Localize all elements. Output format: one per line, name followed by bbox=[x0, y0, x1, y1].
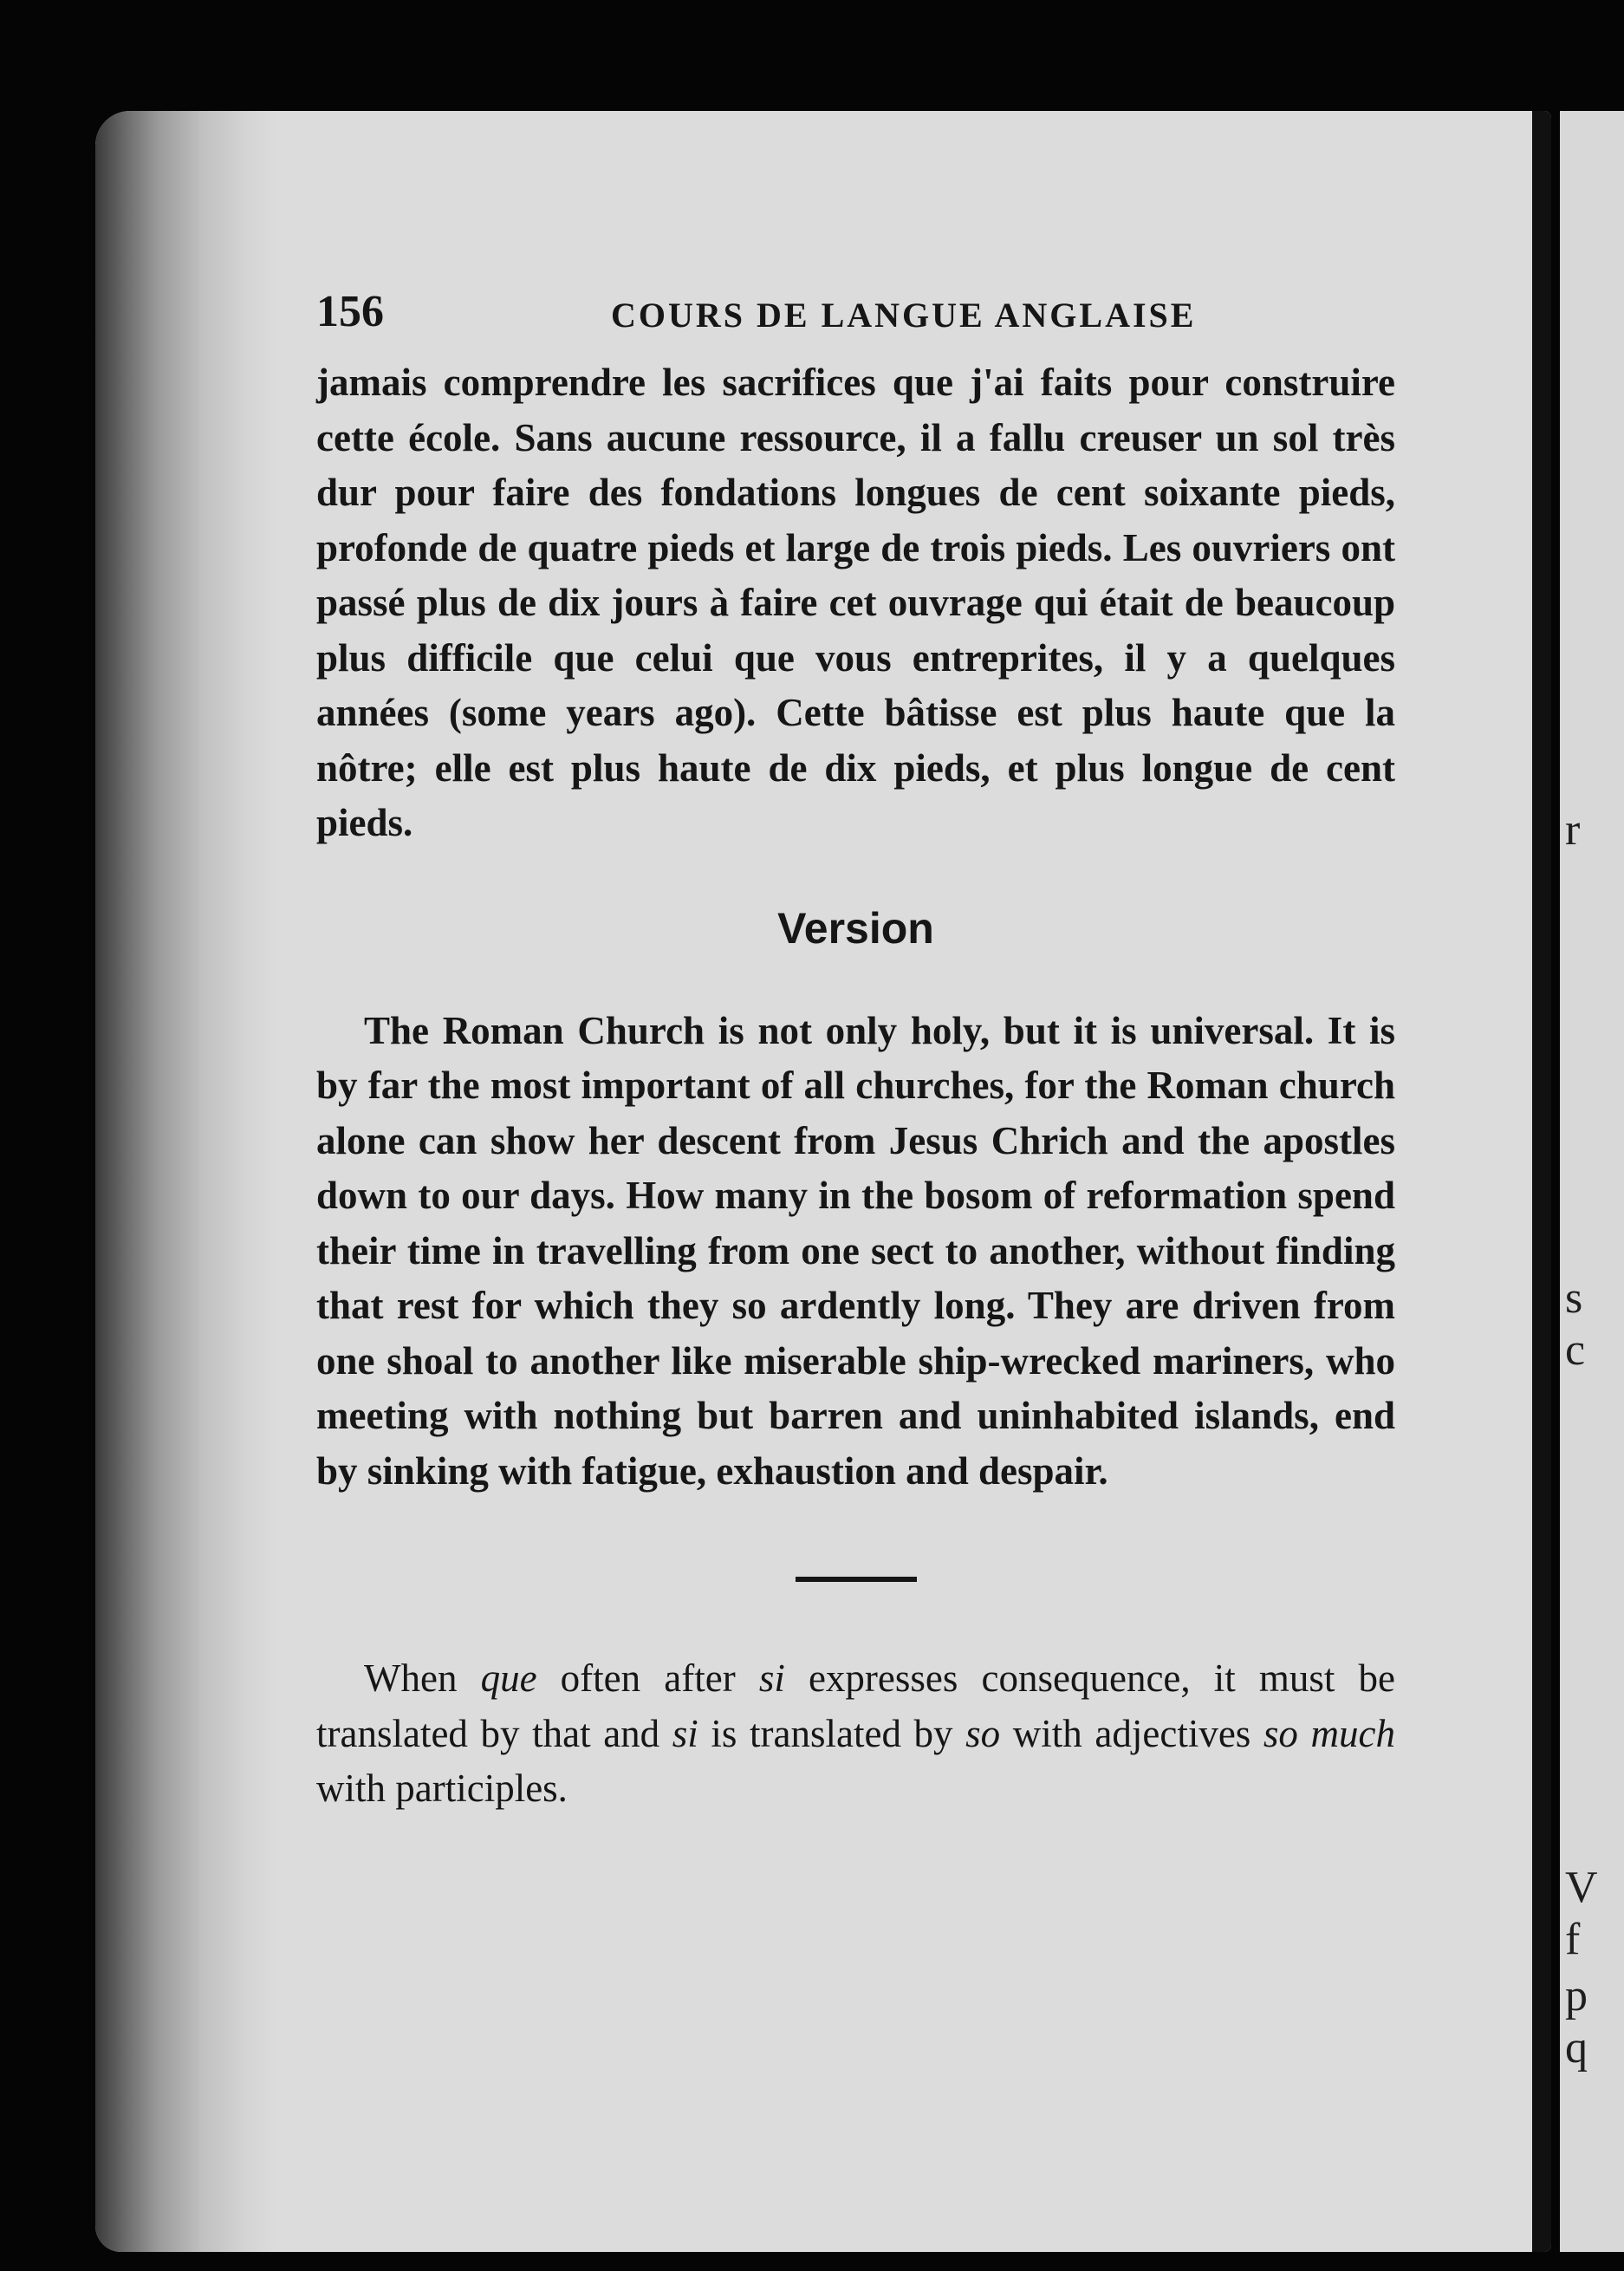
note-text: When bbox=[364, 1656, 481, 1700]
adjacent-page-fragment: f bbox=[1565, 1915, 1581, 1964]
divider-rule bbox=[796, 1577, 917, 1582]
note-italic-si: si bbox=[758, 1656, 785, 1700]
adjacent-page-fragment: c bbox=[1565, 1325, 1586, 1375]
note-text: expresses consequence, it must be translated by that and bbox=[316, 1656, 1395, 1755]
book-spine bbox=[95, 111, 199, 2252]
note-text: with participles. bbox=[316, 1767, 568, 1810]
page-number: 156 bbox=[316, 287, 384, 336]
note-italic-si: si bbox=[672, 1711, 698, 1755]
note-text: is translated by bbox=[698, 1711, 966, 1755]
adjacent-page-fragment: V bbox=[1565, 1863, 1598, 1912]
section-title: Version bbox=[777, 903, 934, 953]
note-text: with adjectives bbox=[1000, 1711, 1263, 1755]
adjacent-page-fragment: s bbox=[1565, 1273, 1583, 1323]
note-text: often after bbox=[536, 1656, 759, 1700]
page-content bbox=[316, 286, 1395, 1817]
version-paragraph: The Roman Church is not only holy, but it is universal. It is by far the most important of all churches, for the Roman church alone can show her descent from Jesus Chrich and the apostles down to our days. How many in the bosom of reformation spend their time in travelling from one sect to another, without finding that rest for which they so ardently long. They are driven from one shoal to another like miserable ship-wrecked mariners, who meeting with nothing but barren and uninhabited islands, end by sinking with fatigue, exhaustion and despair. bbox=[316, 1008, 1395, 1493]
note-italic-que: que bbox=[480, 1656, 537, 1700]
french-paragraph: jamais comprendre les sacrifices que j'ai faits pour construire cette école. Sans aucune ressource, il a fallu creuser un sol très dur pour faire des fondations longues de cent soixante pieds, profonde de quatre pieds et large de trois pieds. Les ouvriers ont passé plus de dix jours à faire cet ouvrage qui était de beaucoup plus difficile que celui que vous entreprites, il y a quelques années (some years ago). Cette bâtisse est plus haute que la nôtre; elle est plus haute de dix pieds, et plus longue de cent pieds. bbox=[316, 361, 1395, 844]
note-italic-so: so bbox=[965, 1711, 1001, 1755]
page-header bbox=[316, 286, 1395, 355]
grammar-note bbox=[316, 1651, 1395, 1817]
adjacent-page-fragment: p bbox=[1565, 1971, 1588, 2020]
adjacent-page-fragment: r bbox=[1565, 805, 1581, 855]
adjacent-page-fragment: q bbox=[1565, 2023, 1588, 2073]
page-edge bbox=[1532, 111, 1551, 2252]
note-italic-so-much: so much bbox=[1263, 1711, 1396, 1755]
page-gutter bbox=[199, 111, 277, 2252]
adjacent-page-edge bbox=[1560, 111, 1624, 2252]
running-head: COURS DE LANGUE ANGLAISE bbox=[611, 296, 1197, 335]
